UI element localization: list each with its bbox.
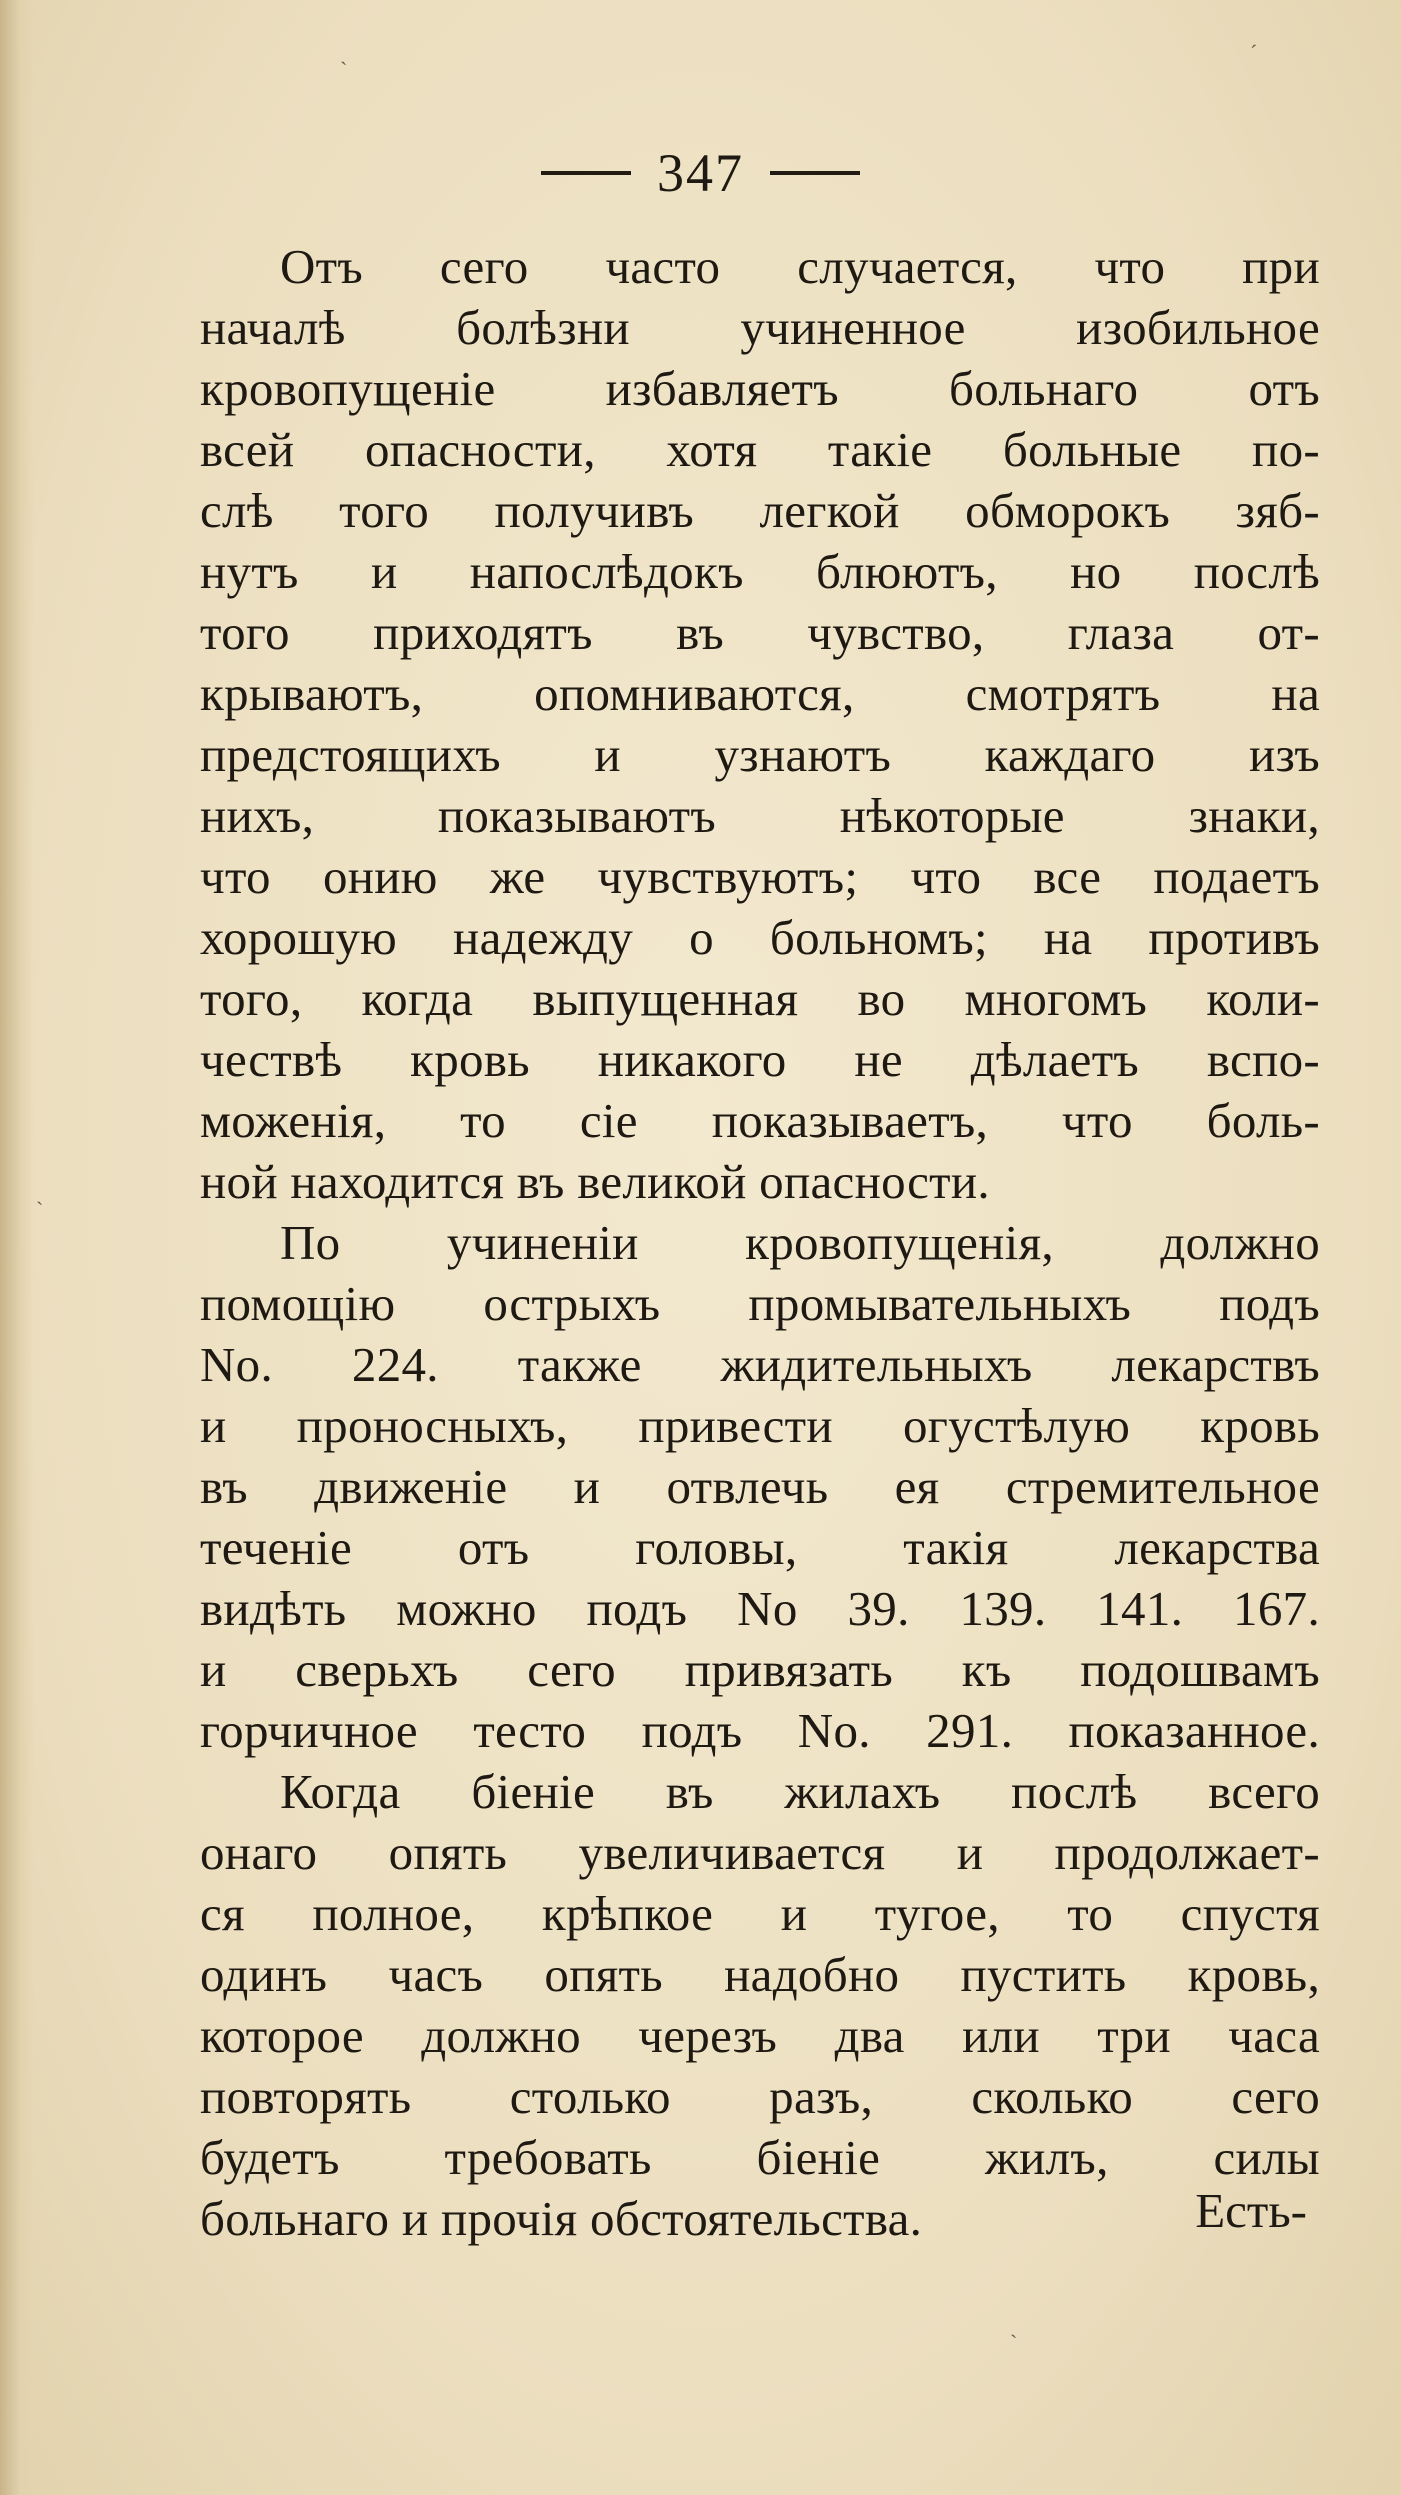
body-text <box>200 236 1320 2249</box>
paper-speck: ˎ <box>36 1180 44 1205</box>
text-line: крываютъ, опомниваются, смотрятъ на <box>200 666 1320 721</box>
paper-speck: ˊ <box>1250 40 1258 65</box>
text-line: Отъ сего часто случается, что при <box>280 239 1320 294</box>
text-line: повторять столько разъ, сколько сего <box>200 2069 1320 2124</box>
text-line: онаго опять увеличивается и продолжает- <box>200 1825 1320 1880</box>
text-line: больнаго и прочія обстоятельства. <box>200 2191 923 2246</box>
page-number-header <box>0 142 1401 204</box>
text-line: горчичное тесто подъ No. 291. показанное. <box>200 1703 1320 1758</box>
text-line: нихъ, показываютъ нѣкоторые знаки, <box>200 788 1320 843</box>
text-line: которое должно черезъ два или три часа <box>200 2008 1320 2063</box>
paper-speck: ˋ <box>1010 2330 1018 2355</box>
text-line: нутъ и напослѣдокъ блюютъ, но послѣ <box>200 544 1320 599</box>
text-line: По учиненіи кровопущенія, должно <box>280 1215 1320 1270</box>
text-line: что онию же чувствуютъ; что все подаетъ <box>200 849 1320 904</box>
header-rule-right <box>770 171 860 175</box>
page-number: 347 <box>657 143 744 203</box>
catchword: Есть- <box>1195 2183 1307 2238</box>
text-line: и проносныхъ, привести огустѣлую кровь <box>200 1398 1320 1453</box>
header-rule-left <box>541 171 631 175</box>
text-line: видѣть можно подъ No 39. 139. 141. 167. <box>200 1581 1320 1636</box>
text-line: одинъ часъ опять надобно пустить кровь, <box>200 1947 1320 2002</box>
text-line: того, когда выпущенная во многомъ коли- <box>200 971 1320 1026</box>
paper-speck: ˏ <box>340 40 348 65</box>
text-line: будетъ требовать біеніе жилъ, силы <box>200 2130 1320 2185</box>
text-line: теченіе отъ головы, такія лекарства <box>200 1520 1320 1575</box>
text-line: и сверьхъ сего привязать къ подошвамъ <box>200 1642 1320 1697</box>
text-line: того приходятъ въ чувство, глаза от- <box>200 605 1320 660</box>
text-line: моженія, то сіе показываетъ, что боль- <box>200 1093 1320 1148</box>
text-line: предстоящихъ и узнаютъ каждаго изъ <box>200 727 1320 782</box>
text-line: началѣ болѣзни учиненное изобильное <box>200 300 1320 355</box>
text-line: хорошую надежду о больномъ; на противъ <box>200 910 1320 965</box>
text-line: кровопущеніе избавляетъ больнаго отъ <box>200 361 1320 416</box>
text-line: въ движеніе и отвлечь ея стремительное <box>200 1459 1320 1514</box>
text-line: Когда біеніе въ жилахъ послѣ всего <box>280 1764 1320 1819</box>
text-line: помощію острыхъ промывательныхъ подъ <box>200 1276 1320 1331</box>
text-line: всей опасности, хотя такіе больные по- <box>200 422 1320 477</box>
text-line: чествѣ кровь никакого не дѣлаетъ вспо- <box>200 1032 1320 1087</box>
text-line: слѣ того получивъ легкой обморокъ зяб- <box>200 483 1320 538</box>
page-edge-shadow <box>0 0 34 2495</box>
text-line: ной находится въ великой опасности. <box>200 1154 990 1209</box>
text-line: No. 224. также жидительныхъ лекарствъ <box>200 1337 1320 1392</box>
text-line: ся полное, крѣпкое и тугое, то спустя <box>200 1886 1320 1941</box>
